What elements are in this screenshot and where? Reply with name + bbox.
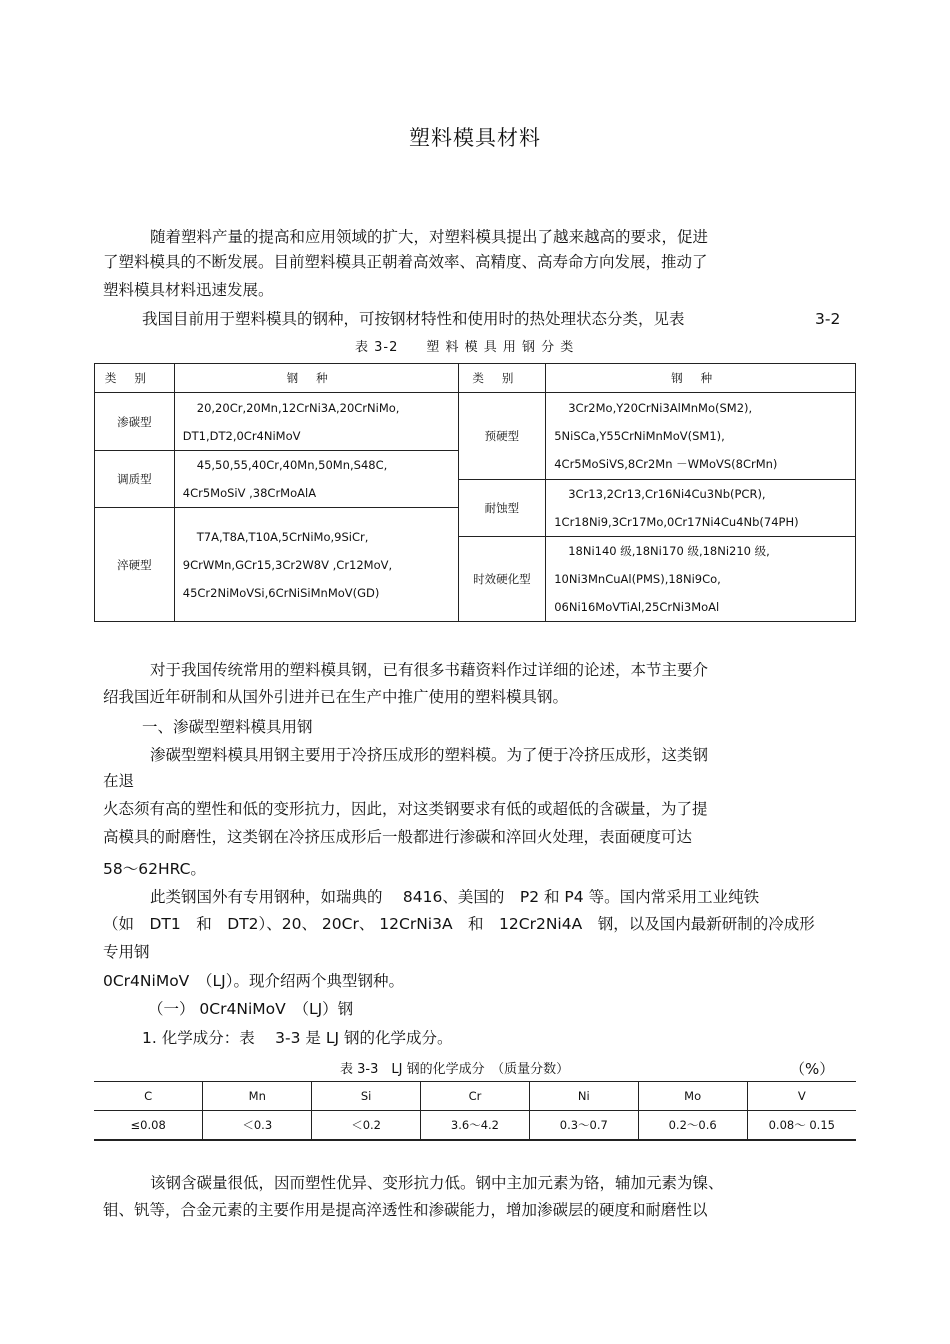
steel-line: 4Cr5MoSiV ,38CrMoAlA <box>182 486 317 500</box>
table-ref: 3-2 <box>815 310 841 328</box>
steel-list <box>174 508 458 622</box>
header-cell: Si <box>312 1082 421 1111</box>
steel-line: 3Cr13,2Cr13,Cr16Ni4Cu3Nb(PCR), <box>568 487 766 501</box>
steel-list <box>546 537 856 622</box>
body-line: 钼、钒等，合金元素的主要作用是提高淬透性和渗碳能力，增加渗碳层的硬度和耐磨性以 <box>103 1201 708 1219</box>
type-cell: 淬硬型 <box>95 508 175 622</box>
body-line: 渗碳型塑料模具用钢主要用于冷挤压成形的塑料模。为了便于冷挤压成形，这类钢 <box>150 746 709 764</box>
header-category: 类别 <box>458 364 546 393</box>
subsection-heading: 1. 化学成分：表 3-3 是 LJ 钢的化学成分。 <box>142 1029 453 1047</box>
steel-line: 45Cr2NiMoVSi,6CrNiSiMnMoV(GD) <box>182 585 380 600</box>
intro-line: 我国目前用于塑料模具的钢种，可按钢材特性和使用时的热处理状态分类，见表 <box>142 310 685 328</box>
body-line: 在退 <box>103 772 135 790</box>
header-cell: C <box>94 1082 203 1111</box>
type-cell: 预硬型 <box>458 393 546 480</box>
header-cell: Ni <box>529 1082 638 1111</box>
intro-line: 塑料模具材料迅速发展。 <box>103 281 274 299</box>
value-cell: ＜0.3 <box>203 1111 312 1141</box>
value-cell: 0.08～ 0.15 <box>747 1111 856 1141</box>
steel-list <box>546 480 856 537</box>
type-cell: 时效硬化型 <box>458 537 546 622</box>
steel-line: 5NiSCa,Y55CrNiMnMoV(SM1), <box>554 429 725 443</box>
steel-line: 3Cr2Mo,Y20CrNi3AlMnMo(SM2), <box>568 401 753 415</box>
body-line: 此类钢国外有专用钢种，如瑞典的 8416、美国的 P2 和 P4 等。国内常采用工业纯铁 <box>150 888 760 906</box>
value-cell: 0.3～0.7 <box>529 1111 638 1141</box>
header-steel: 钢种 <box>546 364 856 393</box>
body-line: 火态须有高的塑性和低的变形抗力，因此，对这类钢要求有低的或超低的含碳量，为了提 <box>103 800 708 818</box>
steel-line: T7A,T8A,T10A,5CrNiMo,9SiCr, <box>196 529 369 544</box>
table33-caption: 表 3-3 LJ 钢的化学成分 （质量分数） <box>340 1062 570 1077</box>
body-line: 该钢含碳量很低，因而塑性优异、变形抗力低。钢中主加元素为铬，辅加元素为镍、 <box>150 1174 724 1192</box>
body-line: 高模具的耐磨性，这类钢在冷挤压成形后一般都进行渗碳和淬回火处理，表面硬度可达 <box>103 828 693 846</box>
type-cell: 耐蚀型 <box>458 480 546 537</box>
steel-line: 4Cr5MoSiVS,8Cr2Mn －WMoVS(8CrMn) <box>554 457 778 471</box>
value-cell: ≤0.08 <box>94 1111 203 1141</box>
steel-line: DT1,DT2,0Cr4NiMoV <box>182 428 301 443</box>
body-line: （如 DT1 和 DT2）、20、 20Cr、 12CrNi3A 和 12Cr2Ni4A 钢，以及国内最新研制的冷成形 <box>103 915 815 933</box>
table32-caption: 表 3-2 塑 料 模 具 用 钢 分 类 <box>355 340 575 355</box>
steel-list <box>174 393 458 451</box>
subsection-heading: （一） 0Cr4NiMoV （LJ）钢 <box>148 1000 354 1018</box>
type-cell: 调质型 <box>95 451 175 508</box>
header-cell: Cr <box>421 1082 530 1111</box>
steel-line: 06Ni16MoVTiAl,25CrNi3MoAl <box>554 600 720 614</box>
header-steel: 钢种 <box>174 364 458 393</box>
header-cell: Mn <box>203 1082 312 1111</box>
steel-line: 10Ni3MnCuAl(PMS),18Ni9Co, <box>554 572 721 586</box>
chemical-composition-table <box>94 1081 856 1141</box>
page-title: 塑料模具材料 <box>409 126 541 150</box>
steel-line: 20,20Cr,20Mn,12CrNi3A,20CrNiMo, <box>196 400 400 415</box>
intro-line: 随着塑料产量的提高和应用领域的扩大，对塑料模具提出了越来越高的要求，促进 <box>150 228 709 246</box>
section-heading: 一、渗碳型塑料模具用钢 <box>142 718 313 736</box>
body-line: 绍我国近年研制和从国外引进并已在生产中推广使用的塑料模具钢。 <box>103 688 569 706</box>
steel-line: 18Ni140 级,18Ni170 级,18Ni210 级, <box>568 544 770 558</box>
body-line: 58～62HRC。 <box>103 860 206 878</box>
value-cell: 0.2～0.6 <box>638 1111 747 1141</box>
header-cell: V <box>747 1082 856 1111</box>
steel-list <box>546 393 856 480</box>
type-cell: 渗碳型 <box>95 393 175 451</box>
value-cell: 3.6～4.2 <box>421 1111 530 1141</box>
steel-line: 45,50,55,40Cr,40Mn,50Mn,S48C, <box>196 458 388 472</box>
steel-classification-table <box>94 363 856 622</box>
body-line: 0Cr4NiMoV （LJ）。现介绍两个典型钢种。 <box>103 972 404 990</box>
body-line: 专用钢 <box>103 943 150 961</box>
header-category: 类别 <box>95 364 175 393</box>
header-cell: Mo <box>638 1082 747 1111</box>
value-cell: ＜0.2 <box>312 1111 421 1141</box>
body-line: 对于我国传统常用的塑料模具钢，已有很多书藉资料作过详细的论述，本节主要介 <box>150 661 709 679</box>
intro-line: 了塑料模具的不断发展。目前塑料模具正朝着高效率、高精度、高寿命方向发展，推动了 <box>103 253 708 271</box>
steel-line: 9CrWMn,GCr15,3Cr2W8V ,Cr12MoV, <box>182 557 393 572</box>
steel-list <box>174 451 458 508</box>
steel-line: 1Cr18Ni9,3Cr17Mo,0Cr17Ni4Cu4Nb(74PH) <box>554 515 799 529</box>
table33-unit: （%） <box>790 1060 835 1078</box>
